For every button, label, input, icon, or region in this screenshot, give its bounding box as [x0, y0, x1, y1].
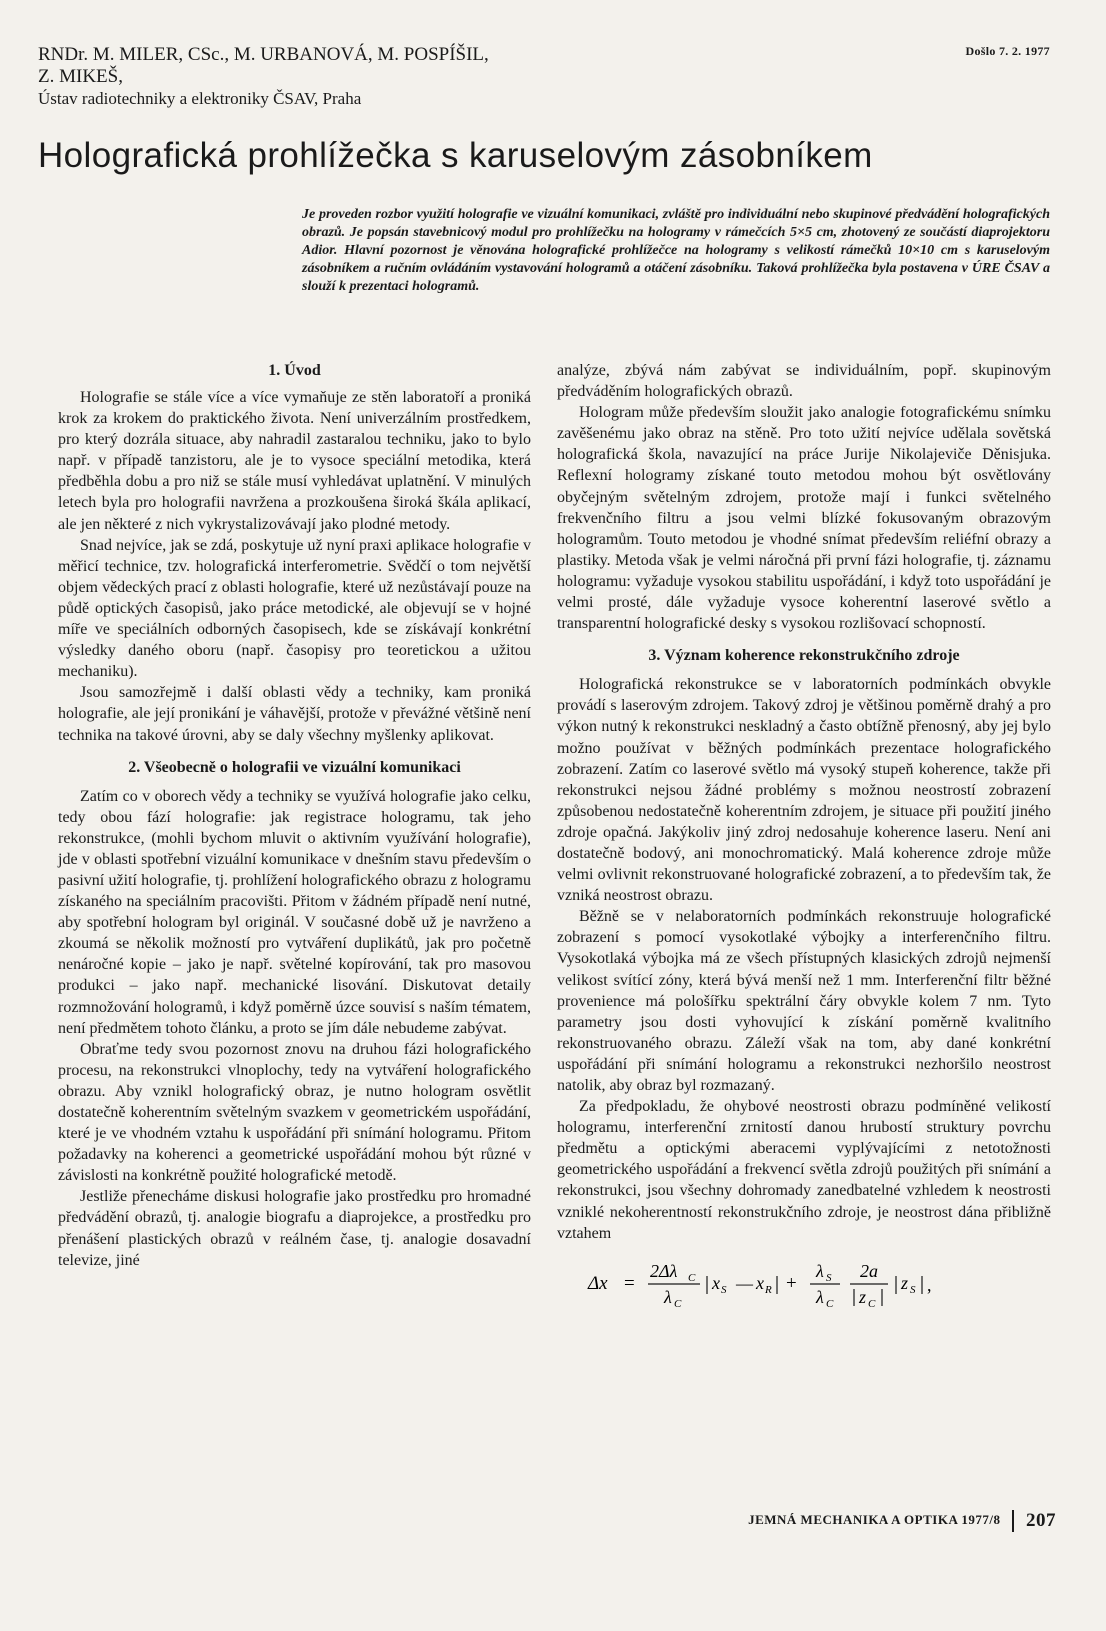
eq-abs2-sub: R: [765, 1283, 772, 1296]
eq-frac1-den: λ: [664, 1286, 672, 1307]
eq-plus: +: [786, 1272, 797, 1294]
equation: [557, 1258, 1051, 1308]
eq-frac2-den-sub: C: [826, 1297, 834, 1310]
paragraph: Běžně se v nelaboratorních podmínkách rekonstruuje holografické zobrazení s pomocí vysokotlaké výbojky a interferenčního filtru. Vysokotlaká výbojka má ze všech přístupných klasických zdrojů nejmenší velikost svítící zóny, která bývá menší než 1 mm. Interferenční filtr běžné provenience má pološířku spektrální čáry obvykle kolem 7 nm. Tyto parametry jsou dosti vyhovující k získání poměrně kvalitního rekonstruovaného obrazu. Záleží však na tom, aby dané konkrétní uspořádání při snímání hologramu a rekonstrukci nezhoršilo neostrost natolik, aby obraz byl rozmazaný.: [557, 908, 1051, 1094]
right-column: [557, 360, 1051, 1308]
author-block: [38, 44, 598, 110]
footer-divider: [1012, 1510, 1014, 1532]
eq-abs1-sub: S: [721, 1283, 727, 1296]
paragraph: Holografie se stále více a více vymaňuje ze stěn laboratoří a proniká krok za krokem do praktického života. Není univerzálním prostředkem, pro který dozrála situace, aby nahradil zastaralou techniku, jako to bylo např. v případě tanzistoru, ale je to vysoce speciální metodika, která předběhla dobu a pro niž se stále musí vyhledávat uplatnění. V minulých letech byla pro holografii navržena a prozkoušena široká škála aplikací, ale jen některé z nich vykrystalizovávají jako plodné metody.: [58, 389, 531, 533]
eq-abs2: x: [756, 1272, 764, 1293]
section-heading-coherence: 3. Význam koherence rekonstrukčního zdroje: [648, 647, 960, 665]
left-column: [58, 360, 531, 1271]
eq-abs1: x: [712, 1272, 720, 1293]
authors-line-2: Z. MIKEŠ,: [38, 66, 123, 87]
eq-frac2-num-sub: S: [826, 1271, 832, 1284]
abstract: Je proveden rozbor využití holografie ve vizuální komunikaci, zvláště pro individuální nebo skupinové předvádění holografických obrazů. Je popsán stavebnicový modul pro prohlížečku na hologramy v rámečcích 5×5 cm, zhotovený ze součástí diaprojektoru Adior. Hlavní pozornost je věnována holografické prohlížečce na hologramy s velikostí rámečků 10×10 cm s karuselovým zásobníkem a ručním ovládáním vystavování hologramů a otáčení zásobníku. Taková prohlížečka byla postavena v ÚRE ČSAV a slouží k prezentaci hologramů.: [302, 207, 1050, 294]
equation-svg: [584, 1258, 1024, 1310]
eq-frac3-den-sub: C: [868, 1297, 876, 1310]
article-title: Holografická prohlížečka s karuselovým zásobníkem: [38, 136, 873, 175]
eq-frac1-num: 2Δλ: [650, 1260, 678, 1281]
eq-frac1-den-sub: C: [674, 1297, 682, 1310]
eq-abs3-sub: S: [910, 1283, 916, 1296]
received-date: Došlo 7. 2. 1977: [965, 44, 1050, 58]
paragraph: analýze, zbývá nám zabývat se individuálním, popř. skupinovým předváděním holografických obrazů.: [557, 362, 1051, 401]
eq-frac3-num: 2a: [860, 1260, 878, 1281]
page-footer: [748, 1510, 1056, 1532]
eq-comma: ,: [927, 1274, 932, 1295]
eq-abs3: z: [901, 1272, 909, 1293]
paragraph: Snad nejvíce, jak se zdá, poskytuje už nyní praxi aplikace holografie v měřicí technice, tzv. holografická interferometrie. Svědčí o tom největší objem vědeckých prací z oblasti holografie, které už nezůstávají pouze na půdě optických časopisů, jako práce metodické, ale objevují se v hojné míře ve speciálních odborných časopisech, kde se získávají konkrétní výsledky daného oboru (např. časopisy pro teoretickou a užitou mechaniku).: [58, 536, 531, 681]
section-heading-intro: 1. Úvod: [268, 362, 321, 379]
paragraph: Za předpokladu, že ohybové neostrosti obrazu podmíněné velikostí hologramu, interferenční zrnitostí danou hrubostí struktury povrchu předmětu a optickými aberacemi vyplývajícími z netotožnosti geometrického uspořádání a frekvencí světla zdrojů použitých při snímání a rekonstrukci, jsou všechny dohromady zanedbatelné vzhledem k neostrosti vzniklé nekoherentností rekonstrukčního zdroje, je neostrost dána přibližně vztahem: [557, 1098, 1051, 1242]
journal-name: JEMNÁ MECHANIKA A OPTIKA 1977/8: [748, 1511, 1001, 1527]
eq-frac2-num: λ: [816, 1260, 824, 1281]
paragraph: Jsou samozřejmě i další oblasti vědy a techniky, kam proniká holografie, ale její pronikání je váhavější, protože v převážné většině není technika na takové úrovni, aby se daly všechny myšlenky aplikovat.: [58, 684, 531, 744]
page-number: 207: [1026, 1510, 1056, 1531]
eq-frac1-num-sub: C: [688, 1271, 696, 1284]
eq-equals: =: [624, 1272, 635, 1294]
eq-lhs: Δx: [588, 1272, 608, 1294]
paragraph: Holografická rekonstrukce se v laboratorních podmínkách obvykle provádí s laserovým zdrojem. Takový zdroj je většinou poměrně drahý a pro výkon nutný k rekonstrukci neskladný a často obtížně přenosný, aby jej bylo možno používat v běžných podmínkách prezentace holografického zobrazení. Zatím co laserové světlo má vysoký stupeň koherence, takže při rekonstrukci nejsou žádné problémy s možnou neostrostí zobrazení způsobenou nedostatečně koherentním zdrojem, je situace při použití jiného zdroje opačná. Jakýkoliv jiný zdroj nedosahuje koherence laseru. Není ani dostatečně bodový, ani monochromatický. Malá koherence zdroje může velmi ovlivnit rekonstruované holografické zobrazení, a to především tak, že vzniká neostrost obrazu.: [557, 676, 1051, 905]
eq-frac3-den: z: [859, 1286, 867, 1307]
paragraph: Zatím co v oborech vědy a techniky se využívá holografie jako celku, tedy obou fází holografie: jak registrace hologramu, tak jeho rekonstrukce, (mohli bychom mluvit o aktivním využívání holografie), jde v oblasti spotřební vizuální komunikace v dnešním stavu především o pasivní užití holografie, tj. prohlížení holografického obrazu z hologramu získaného na speciálním pracovišti. Přitom v žádném případě není nutné, aby spotřební hologram byl originál. V současné době už je navrženo a zkoumá se několik možností pro vytváření duplikátů, jak pro početně nenáročné kopie – jako je např. světelné kopírování, tak pro masovou produkci – jako např. mechanické lisování. Diskutovat detaily rozmnožování hologramů, i když poměrně úzce souvisí s naším tématem, není předmětem tohoto článku, a proto se jím dále nebudeme zabývat.: [58, 787, 531, 1037]
eq-minus: —: [736, 1273, 753, 1293]
paragraph: Jestliže přenecháme diskusi holografie jako prostředku pro hromadné předvádění obrazů, tj. analogie biografu a diaprojekce, a prostředku pro přenášení plastických obrazů v reálném čase, tj. analogie dosavadní televize, jiné: [58, 1188, 531, 1269]
eq-frac2-den: λ: [816, 1286, 824, 1307]
affiliation: Ústav radiotechniky a elektroniky ČSAV, Praha: [38, 89, 362, 108]
paragraph: Obraťme tedy svou pozornost znovu na druhou fázi holografického procesu, na rekonstrukci vlnoplochy, tedy na vytváření holografického obrazu. Aby vznikl holografický obraz, je nutno hologram osvětlit dostatečně koherentním světelným svazkem v geometrickém uspořádání, které je ve vhodném vztahu k uspořádání při snímání hologramu. Přitom požadavky na koherenci a geometrické uspořádání mohou být různé v závislosti na konkrétně použité holografické metodě.: [58, 1040, 531, 1185]
authors-line-1: RNDr. M. MILER, CSc., M. URBANOVÁ, M. POSPÍŠIL,: [38, 44, 489, 65]
section-heading-general: 2. Všeobecně o holografii ve vizuální komunikaci: [128, 758, 461, 776]
paragraph: Hologram může především sloužit jako analogie fotografickému snímku zavěšenému jako obraz na stěně. Pro toto užití nejvíce udělala sovětská holografická škola, navazující na práce Jurije Nikolajeviče Děnisjuka. Reflexní hologramy získané touto metodou mohou být osvětlovány obyčejným světelným zdrojem, protože mají i funkci světelného frekvenčního filtru a jsou velmi blízké fokusovaným obrazovým hologramům. Touto metodou je vhodné snímat především reliéfní obrazy a plastiky. Metoda však je velmi náročná při první fázi holografie, tj. záznamu hologramu: vyžaduje vysokou stabilitu uspořádání, i když toto uspořádání je velmi prosté, dále vyžaduje vysoce koherentní laserové světlo a transparentní holografické desky s vysokou rozlišovací schopností.: [557, 404, 1051, 633]
